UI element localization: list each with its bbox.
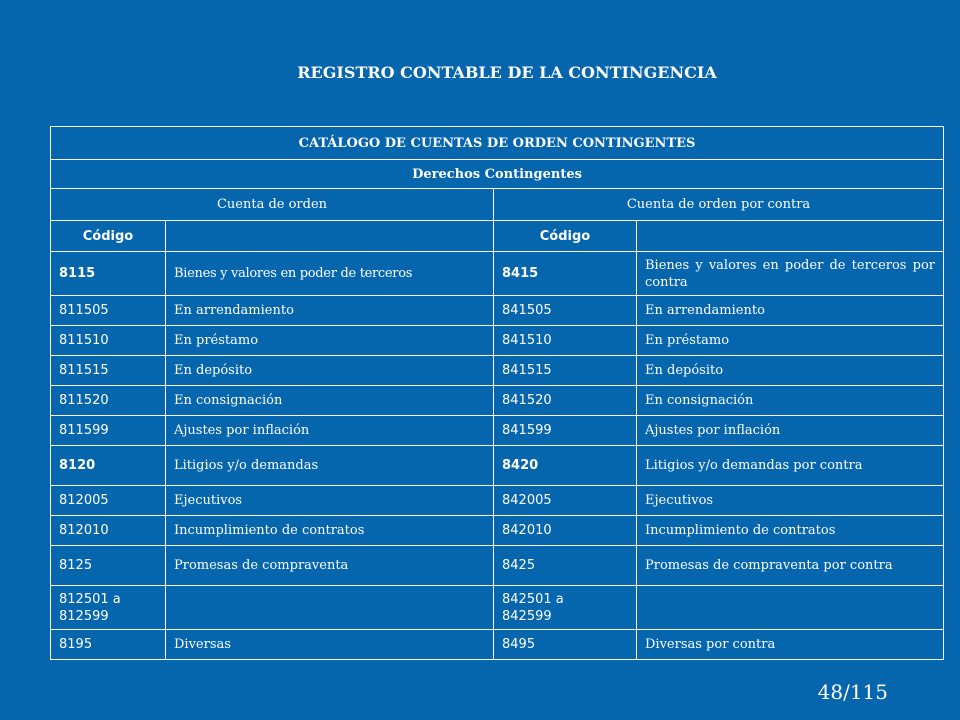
contra-name-cell: En arrendamiento bbox=[637, 296, 944, 326]
account-code-cell: 8195 bbox=[51, 630, 166, 660]
account-name-cell: Promesas de compraventa bbox=[166, 546, 494, 586]
group-right-header: Cuenta de orden por contra bbox=[494, 189, 944, 221]
section-row bbox=[51, 160, 944, 189]
page-number: 48/115 bbox=[817, 680, 888, 704]
code-header-right: Código bbox=[494, 221, 637, 252]
contra-code-cell: 842010 bbox=[494, 516, 637, 546]
table-row bbox=[51, 296, 944, 326]
account-code-cell: 812005 bbox=[51, 486, 166, 516]
catalog-caption-row bbox=[51, 127, 944, 160]
account-name-cell: Ejecutivos bbox=[166, 486, 494, 516]
contra-code-cell: 841515 bbox=[494, 356, 637, 386]
contra-name-cell: Incumplimiento de contratos bbox=[637, 516, 944, 546]
group-header-row bbox=[51, 189, 944, 221]
table-row bbox=[51, 546, 944, 586]
blank-header-right bbox=[637, 221, 944, 252]
contra-name-cell: En préstamo bbox=[637, 326, 944, 356]
contra-name-cell: Ajustes por inflación bbox=[637, 416, 944, 446]
contra-name-cell: Promesas de compraventa por contra bbox=[637, 546, 944, 586]
table-row bbox=[51, 416, 944, 446]
group-left-header: Cuenta de orden bbox=[51, 189, 494, 221]
table-row bbox=[51, 586, 944, 630]
account-code-cell: 811515 bbox=[51, 356, 166, 386]
contra-code-cell: 8420 bbox=[494, 446, 637, 486]
contra-name-cell bbox=[637, 586, 944, 630]
account-code-cell: 812501 a 812599 bbox=[51, 586, 166, 630]
table-row bbox=[51, 446, 944, 486]
account-code-cell: 8120 bbox=[51, 446, 166, 486]
account-name-cell: En consignación bbox=[166, 386, 494, 416]
account-code-cell: 811520 bbox=[51, 386, 166, 416]
account-name-cell: Diversas bbox=[166, 630, 494, 660]
contra-code-cell: 841505 bbox=[494, 296, 637, 326]
code-header-row bbox=[51, 221, 944, 252]
contra-name-cell: Litigios y/o demandas por contra bbox=[637, 446, 944, 486]
account-name-cell: Incumplimiento de contratos bbox=[166, 516, 494, 546]
account-code-cell: 8125 bbox=[51, 546, 166, 586]
account-code-cell: 8115 bbox=[51, 252, 166, 296]
account-code-cell: 811505 bbox=[51, 296, 166, 326]
contra-code-cell: 842501 a 842599 bbox=[494, 586, 637, 630]
account-name-cell: En depósito bbox=[166, 356, 494, 386]
accounts-catalog-table bbox=[50, 126, 944, 660]
contra-name-cell: En consignación bbox=[637, 386, 944, 416]
contra-name-cell: Diversas por contra bbox=[637, 630, 944, 660]
contra-code-cell: 8425 bbox=[494, 546, 637, 586]
account-name-cell: Ajustes por inflación bbox=[166, 416, 494, 446]
account-name-cell: Bienes y valores en poder de terceros bbox=[166, 252, 494, 296]
contra-name-cell: Bienes y valores en poder de terceros por contra bbox=[637, 252, 944, 296]
table-row bbox=[51, 486, 944, 516]
contra-code-cell: 842005 bbox=[494, 486, 637, 516]
table-row bbox=[51, 386, 944, 416]
account-code-cell: 812010 bbox=[51, 516, 166, 546]
table-row bbox=[51, 356, 944, 386]
contra-code-cell: 841510 bbox=[494, 326, 637, 356]
contra-code-cell: 8495 bbox=[494, 630, 637, 660]
blank-header-left bbox=[166, 221, 494, 252]
table-row bbox=[51, 326, 944, 356]
account-name-cell: En arrendamiento bbox=[166, 296, 494, 326]
contra-code-cell: 8415 bbox=[494, 252, 637, 296]
contra-code-cell: 841520 bbox=[494, 386, 637, 416]
contra-code-cell: 841599 bbox=[494, 416, 637, 446]
catalog-caption: CATÁLOGO DE CUENTAS DE ORDEN CONTINGENTES bbox=[51, 127, 944, 160]
account-code-cell: 811510 bbox=[51, 326, 166, 356]
table-row bbox=[51, 252, 944, 296]
account-code-cell: 811599 bbox=[51, 416, 166, 446]
account-name-cell: Litigios y/o demandas bbox=[166, 446, 494, 486]
section-label: Derechos Contingentes bbox=[51, 160, 944, 189]
table-row bbox=[51, 516, 944, 546]
account-name-cell bbox=[166, 586, 494, 630]
catalog-body bbox=[51, 127, 944, 660]
slide-title: REGISTRO CONTABLE DE LA CONTINGENCIA bbox=[297, 63, 717, 82]
table-row bbox=[51, 630, 944, 660]
contra-name-cell: Ejecutivos bbox=[637, 486, 944, 516]
account-name-cell: En préstamo bbox=[166, 326, 494, 356]
code-header-left: Código bbox=[51, 221, 166, 252]
contra-name-cell: En depósito bbox=[637, 356, 944, 386]
